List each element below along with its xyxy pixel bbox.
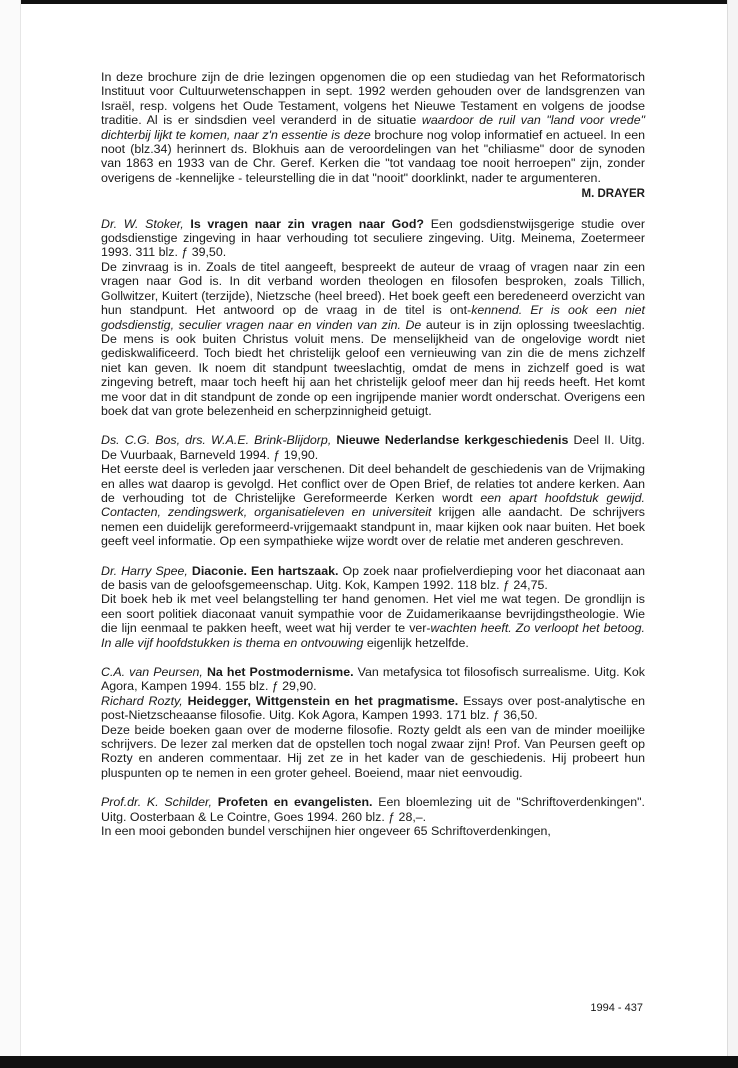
review-body-text: Dit boek heb ik met veel belangstelling ter hand genomen. Het viel me wat tegen. De grondlijn is een soort politiek diaconaat vanuit sympathie voor de Zuidamerikaanse bevrijdingstheologie. Wie die lijn eenmaal te pakken heeft, weet wat hij verder te ver- xyxy=(101,592,645,636)
review-title: Diaconie. Een hartszaak. xyxy=(187,563,339,578)
review-author: Prof.dr. K. Schilder, xyxy=(101,795,212,810)
review-title: Nieuwe Nederlandse kerkgeschiedenis xyxy=(331,433,569,448)
review-body-text: De zinvraag is in. Zoals de titel aangeeft, bespreekt de auteur de vraag of vragen naar zin een vragen naar God is. In dit verband worden theologen en filosofen besproken, zoals Tillich, Gollwitzer, Kuitert (terzijde), Nietzsche (heel breed). Het boek geeft een beredeneerd overzicht van hun standpunt. Het antwoord op de vraag in de titel is ont- xyxy=(101,259,645,318)
review-author: Richard Rozty, xyxy=(101,693,183,708)
review-signature: M. DRAYER xyxy=(581,188,645,201)
intro-paragraph xyxy=(101,70,645,185)
review-biblio: Deel II. Uitg. De Vuurbaak, Barneveld 1994. ƒ 19,90. xyxy=(101,433,645,462)
review-biblio: Op zoek naar profielverdieping voor het diaconaat aan de basis van de geloofsgemeenschap. Uitg. Kok, Kampen 1992. 118 blz. ƒ 24,75. xyxy=(101,563,646,592)
scan-left-margin xyxy=(0,0,21,1068)
review-biblio: Essays over post-analytische en post-Nietzscheaanse filosofie. Uitg. Kok Agora, Kampen 1993. 171 blz. ƒ 36,50. xyxy=(101,693,645,723)
scan-right-margin xyxy=(727,0,738,1068)
review-body xyxy=(101,592,645,650)
scan-top-edge xyxy=(0,0,738,4)
review-biblio: Van metafysica tot filosofisch surrealisme. Uitg. Kok Agora, Kampen 1994. 155 blz. ƒ 29,90. xyxy=(101,665,645,694)
review-body-italic: kennend. Er is ook een niet godsdienstig, seculier vragen naar en vinden van zin. De xyxy=(101,303,645,332)
review-title: Na het Postmodernisme. xyxy=(202,665,354,680)
review-body-text-continued: eigenlijk hetzelfde. xyxy=(363,635,469,650)
page-number: 1994 - 437 xyxy=(590,1002,643,1014)
review-body: Deze beide boeken gaan over de moderne filosofie. Rozty geldt als een van de minder moeilijke schrijvers. De lezer zal merken dat de opstellen toch nogal zwaar zijn! Prof. Van Peursen geeft op Rozty en anderen commentaar. Hij zet ze in het kader van de geschiedenis. Hij probeert hun pluspunten op te nemen in een groter geheel. Boeiend, maar niet eenvoudig. xyxy=(101,722,645,780)
review-body: In een mooi gebonden bundel verschijnen hier ongeveer 65 Schriftoverdenkingen, xyxy=(101,824,551,839)
review-body xyxy=(101,462,645,548)
review-body-italic: wachten heeft. Zo verloopt het betoog. In alle vijf hoofdstukken is thema en ontvouwing xyxy=(101,621,645,650)
review-spee xyxy=(101,564,645,593)
review-body-italic: een apart hoofdstuk gewijd. Contacten, zendingswerk, organisatieleven en universiteit xyxy=(101,490,645,520)
review-van-peursen xyxy=(101,665,645,694)
intro-italic-text: waardoor de ruil van "land voor vrede" dichterbij lijkt te komen, naar z'n essentie is deze xyxy=(101,113,645,142)
review-body-text: Het eerste deel is verleden jaar verschenen. Dit deel behandelt de geschiedenis van de Vrijmaking en alles wat daarop is gevolgd. Het conflict over de Open Brief, de relaties tot andere kerken. Aan de verhouding tot de Christelijke Gereformeerde Kerken wordt xyxy=(101,462,645,505)
review-author: Dr. Harry Spee, xyxy=(101,563,188,578)
intro-text-continued: brochure nog volop informatief en actueel. In een noot (blz.34) herinnert ds. Blokhuis aan de veroordelingen van het "chiliasme" door de synoden van 1863 en 1933 van de Chr. Geref. Kerken die "tot vandaag toe nooit herroepen" zijn, zonder overigens de -kennelijke - teleurstelling die in dat "nooit" doorklinkt, nader te argumenteren. xyxy=(101,127,645,185)
review-bos xyxy=(101,433,645,462)
review-schilder xyxy=(101,795,645,824)
review-rozty xyxy=(101,694,645,723)
intro-text: In deze brochure zijn de drie lezingen opgenomen die op een studiedag van het Reformatorisch Instituut voor Cultuurwetenschappen in sept. 1992 werden gehouden over de landsgrenzen van Israël, resp. volgens het Oude Testament, volgens het Nieuwe Testament en volgens de joodse traditie. Al is er sindsdien veel veranderd in de situatie xyxy=(101,70,645,128)
page-content xyxy=(101,70,645,839)
review-author: Dr. W. Stoker, xyxy=(101,216,184,231)
scan-bottom-edge xyxy=(0,1056,738,1068)
review-title: Is vragen naar zin vragen naar God? xyxy=(183,216,424,231)
review-title: Heidegger, Wittgenstein en het pragmatisme. xyxy=(182,693,459,708)
review-body xyxy=(101,260,645,418)
review-body-text-continued: krijgen alle aandacht. De schrijvers nemen een duidelijk gereformeerd-vrijgemaakt standpunt in, maar kijken ook naar buiten. Het boek geeft veel informatie. Op een sympathieke wijze wordt over de relatie met anderen geschreven. xyxy=(101,505,645,549)
review-stoker xyxy=(101,217,645,260)
review-body-text-continued: auteur is in zijn oplossing tweeslachtig. De mens is ook buiten Christus voluit mens. De menselijkheid van de ongelovige wordt niet gediskwalificeerd. Toch biedt het christelijk geloof een vernieuwing van zin die de mens zichzelf niet kan geven. Ik noem dit standpunt tweeslachtig, omdat de mens in zichzelf goed is wat zingeving betreft, maar toch heeft hij aan het christelijk geloof meer dan hij reeds heeft. Het komt me voor dat in dit standpunt de zonde op een ingrijpende manier wordt onderschat. Overigens een boek dat van grote belezenheid en scherpzinnigheid getuigt. xyxy=(101,317,645,418)
review-author: C.A. van Peursen, xyxy=(101,665,203,680)
review-author: Ds. C.G. Bos, drs. W.A.E. Brink-Blijdorp, xyxy=(101,433,332,448)
review-title: Profeten en evangelisten. xyxy=(211,795,373,810)
review-biblio: Een godsdienstwijsgerige studie over godsdienstige zingeving in haar verhouding tot seculiere zingeving. Uitg. Meinema, Zoetermeer 1993. 311 blz. ƒ 39,50. xyxy=(101,216,645,260)
review-biblio: Een bloemlezing uit de "Schriftoverdenkingen". Uitg. Oosterbaan & Le Cointre, Goes 1994. 260 blz. ƒ 28,–. xyxy=(101,795,645,824)
